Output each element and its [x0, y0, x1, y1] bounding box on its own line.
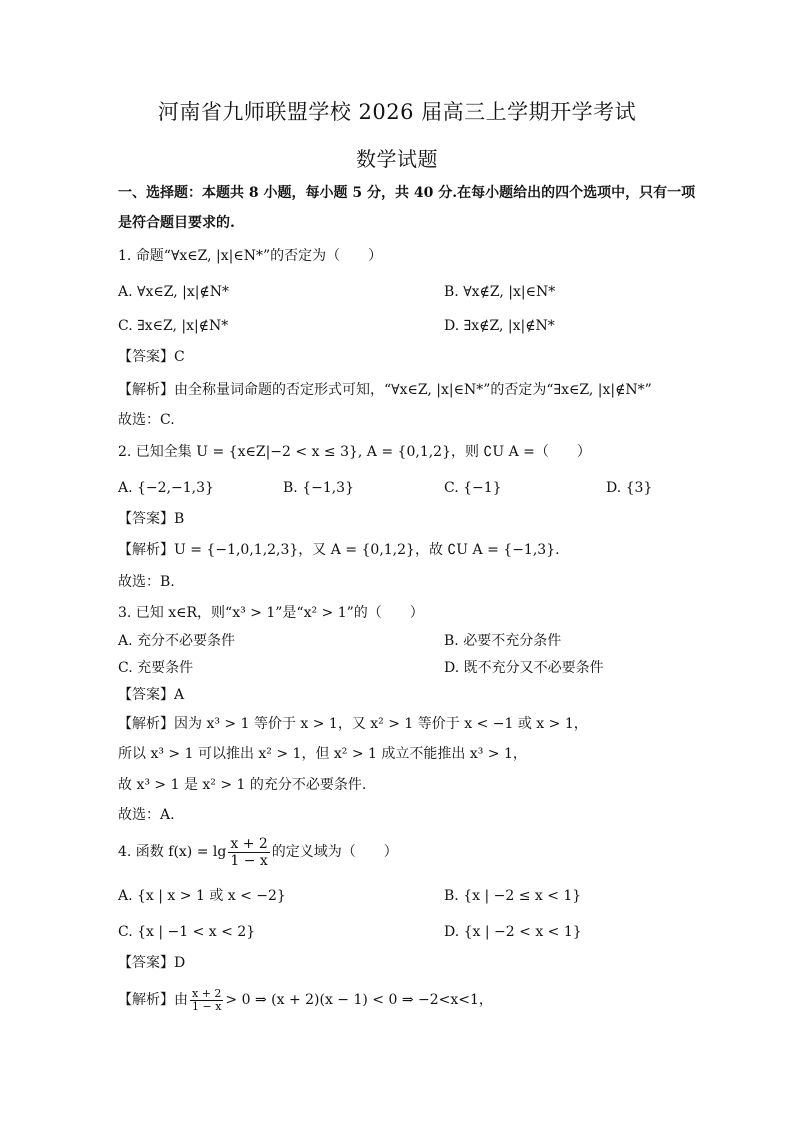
- q1-analysis: 【解析】由全称量词命题的否定形式可知，“∀x∈Z, |x|∈N*”的否定为“∃x∈Z, |x|∉N*”: [118, 382, 652, 398]
- exam-title: 河南省九师联盟学校 2026 届高三上学期开学考试: [157, 100, 637, 124]
- q3-conclusion: 故选：A.: [118, 807, 175, 823]
- q3-option-a: A. 充分不必要条件: [118, 633, 236, 649]
- q2-option-a: A. {−2,−1,3}: [118, 480, 214, 496]
- q3-answer: 【答案】A: [118, 687, 185, 703]
- q3-analysis-3: 故 x³ > 1 是 x² > 1 的充分不必要条件.: [118, 777, 367, 793]
- q3-option-d: D. 既不充分又不必要条件: [444, 660, 604, 676]
- q1-stem: 1. 命题“∀x∈Z, |x|∈N*”的否定为（ ）: [118, 248, 383, 264]
- q4-analysis-prefix: 【解析】由: [118, 992, 188, 1008]
- q4-stem: [118, 832, 398, 872]
- q1-conclusion: 故选：C.: [118, 412, 175, 428]
- q4-option-c: C. {x | −1 < x < 2}: [118, 924, 256, 940]
- q3-stem: 3. 已知 x∈R，则“x³ > 1”是“x² > 1”的（ ）: [118, 605, 424, 621]
- q1-option-a: A. ∀x∈Z, |x|∉N*: [118, 284, 230, 300]
- q2-stem: 2. 已知全集 U = {x∈Z|−2 < x ≤ 3}, A = {0,1,2}，则 ∁U A =（ ）: [118, 444, 591, 460]
- q4-analysis-fraction-numerator: x + 2: [192, 986, 222, 1000]
- q4-stem-suffix: 的定义域为（ ）: [271, 844, 398, 860]
- q4-option-b: B. {x | −2 ≤ x < 1}: [444, 888, 582, 904]
- q4-analysis: [118, 982, 493, 1018]
- section-header: 一、选择题：本题共 8 小题，每小题 5 分，共 40 分.在每小题给出的四个选项中，只有一项: [118, 185, 696, 201]
- q1-option-b: B. ∀x∉Z, |x|∈N*: [444, 284, 556, 300]
- q4-fraction-denominator: 1 − x: [230, 852, 268, 869]
- q1-answer: 【答案】C: [118, 349, 185, 365]
- q1-option-d: D. ∃x∉Z, |x|∉N*: [444, 318, 555, 334]
- q3-option-b: B. 必要不充分条件: [444, 633, 562, 649]
- q2-option-b: B. {−1,3}: [283, 480, 354, 496]
- q4-fraction-numerator: x + 2: [230, 835, 268, 852]
- q2-analysis: 【解析】U = {−1,0,1,2,3}，又 A = {0,1,2}，故 ∁U A = {−1,3}.: [118, 542, 560, 558]
- q2-option-c: C. {−1}: [444, 480, 502, 496]
- q4-answer: 【答案】D: [118, 955, 186, 971]
- q4-fraction: [228, 836, 269, 869]
- exam-subtitle: 数学试题: [356, 147, 438, 171]
- q4-analysis-fraction: [190, 988, 223, 1013]
- q4-stem-prefix: 4. 函数 f(x) = lg: [118, 844, 227, 860]
- q4-option-d: D. {x | −2 < x < 1}: [444, 924, 582, 940]
- q3-analysis-2: 所以 x³ > 1 可以推出 x² > 1，但 x² > 1 成立不能推出 x³ > 1，: [118, 746, 527, 762]
- q4-option-a: A. {x | x > 1 或 x < −2}: [118, 888, 286, 904]
- q1-option-c: C. ∃x∈Z, |x|∉N*: [118, 318, 229, 334]
- q2-option-d: D. {3}: [606, 480, 653, 496]
- q4-analysis-fraction-denominator: 1 − x: [192, 999, 222, 1013]
- q4-analysis-suffix: > 0 ⇒ (x + 2)(x − 1) < 0 ⇒ −2<x<1，: [225, 992, 493, 1008]
- q2-conclusion: 故选：B.: [118, 574, 175, 590]
- q3-analysis-1: 【解析】因为 x³ > 1 等价于 x > 1，又 x² > 1 等价于 x < −1 或 x > 1，: [118, 716, 588, 732]
- section-header-cont: 是符合题目要求的.: [118, 215, 235, 231]
- q2-answer: 【答案】B: [118, 511, 185, 527]
- q3-option-c: C. 充要条件: [118, 660, 194, 676]
